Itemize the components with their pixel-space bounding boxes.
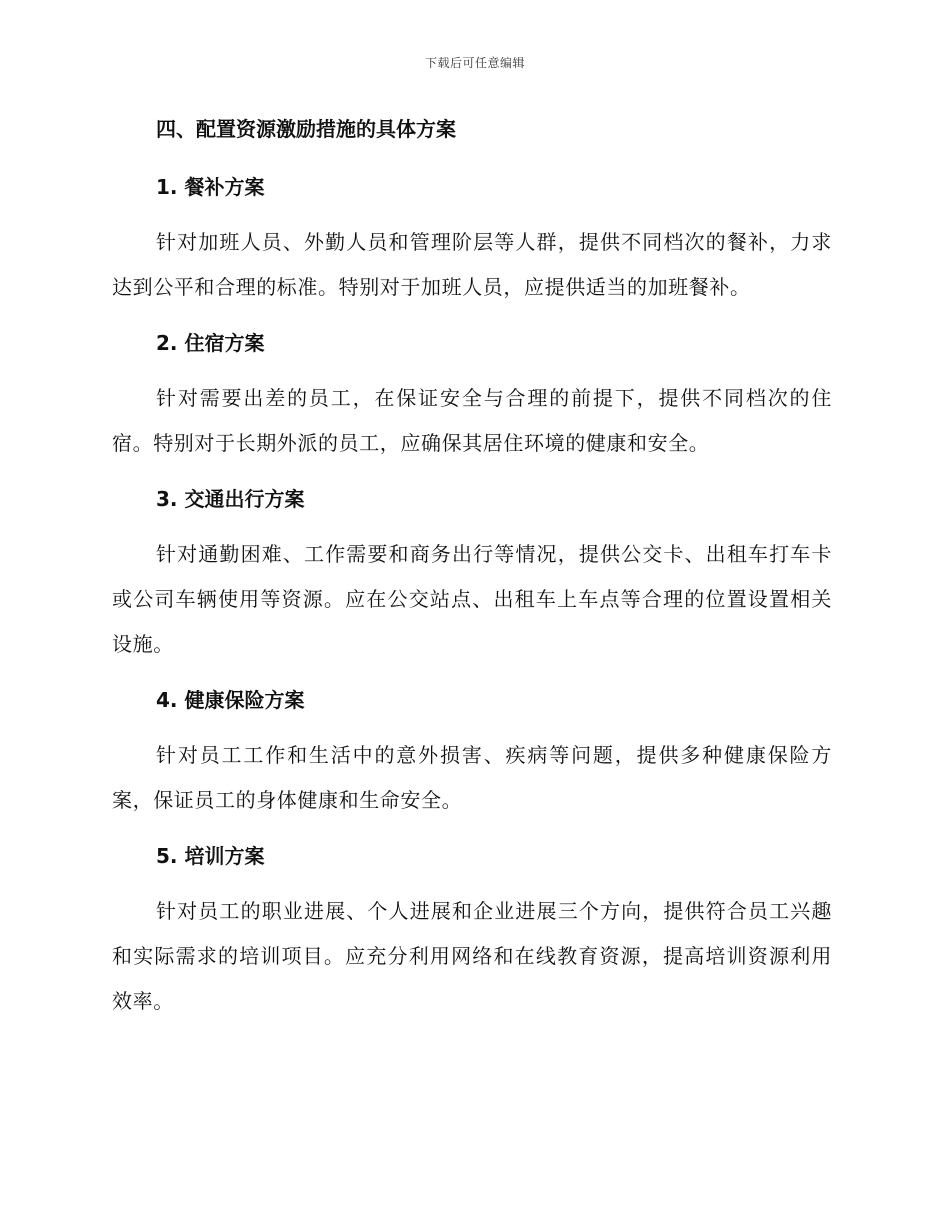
subsection-title-insurance: 4. 健康保险方案 bbox=[156, 688, 305, 712]
paragraph-meal: 针对加班人员、外勤人员和管理阶层等人群，提供不同档次的餐补，力求达到公平和合理的标准。特别对于加班人员，应提供适当的加班餐补。 bbox=[112, 230, 832, 299]
paragraph-transport: 针对通勤困难、工作需要和商务出行等情况，提供公交卡、出租车打车卡或公司车辆使用等资源。应在公交站点、出租车上车点等合理的位置设置相关设施。 bbox=[112, 542, 832, 656]
subsection-title-meal: 1. 餐补方案 bbox=[156, 175, 265, 199]
paragraph-training: 针对员工的职业进展、个人进展和企业进展三个方向，提供符合员工兴趣和实际需求的培训项目。应充分利用网络和在线教育资源，提高培训资源利用效率。 bbox=[112, 899, 832, 1013]
paragraph-lodging: 针对需要出差的员工，在保证安全与合理的前提下，提供不同档次的住宿。特别对于长期外派的员工，应确保其居住环境的健康和安全。 bbox=[112, 386, 832, 455]
header-note: 下载后可任意编辑 bbox=[424, 56, 525, 70]
section-title: 四、配置资源激励措施的具体方案 bbox=[156, 117, 456, 141]
document-body bbox=[112, 112, 832, 1024]
subsection-title-training: 5. 培训方案 bbox=[156, 844, 265, 868]
paragraph-insurance: 针对员工工作和生活中的意外损害、疾病等问题，提供多种健康保险方案，保证员工的身体健康和生命安全。 bbox=[112, 743, 832, 812]
subsection-title-transport: 3. 交通出行方案 bbox=[156, 487, 305, 511]
subsection-title-lodging: 2. 住宿方案 bbox=[156, 331, 265, 355]
